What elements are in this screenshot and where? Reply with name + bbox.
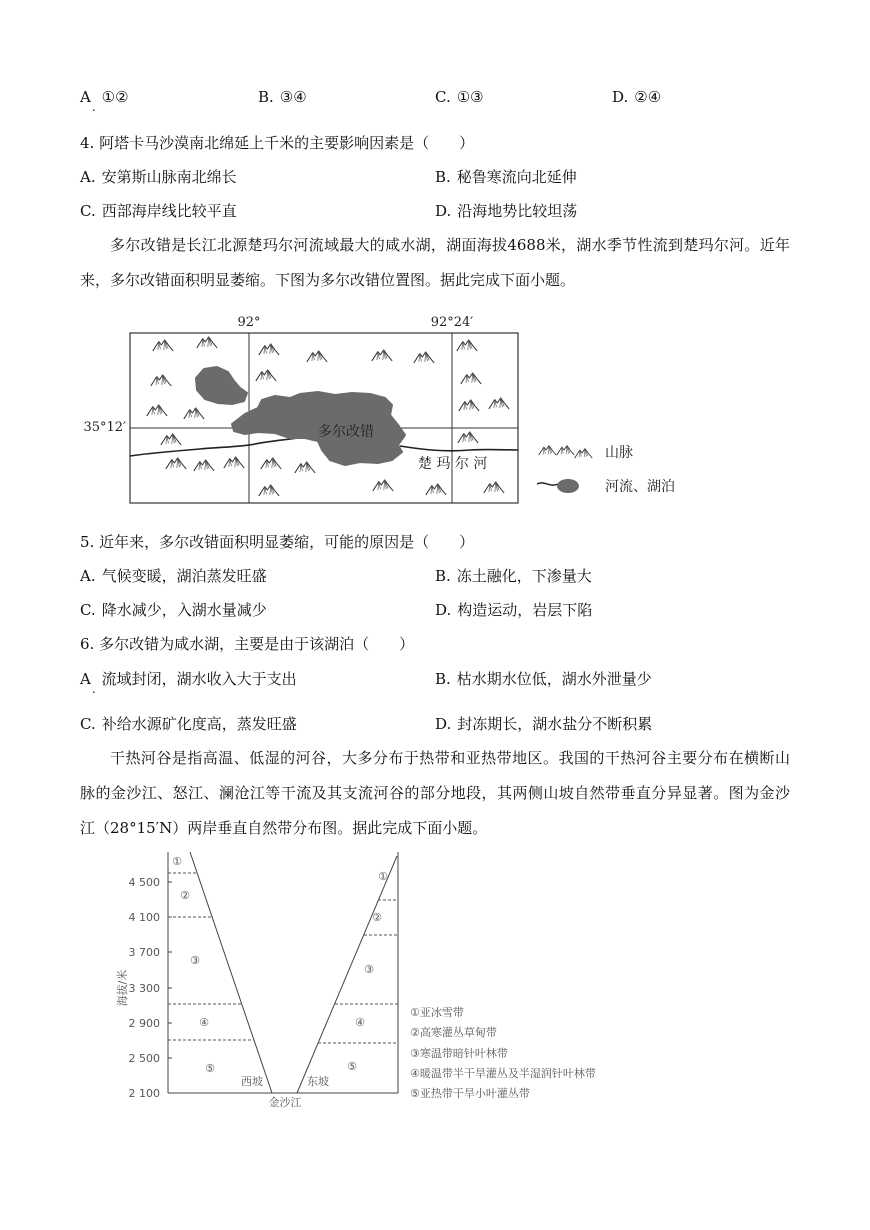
y-tick-label: 3 300 xyxy=(128,982,160,995)
legend-river-icon xyxy=(537,483,558,485)
mountain-icon xyxy=(575,449,593,459)
river-line xyxy=(130,437,305,456)
mountain-icon xyxy=(224,457,244,468)
lake-name-label: 多尔改错 xyxy=(318,424,374,440)
q3-option-d xyxy=(612,87,661,107)
legend-item: ①亚冰雪带 xyxy=(410,1006,464,1019)
passage2-line: 脉的金沙江、怒江、澜沧江等干流及其支流河谷的部分地段，其两侧山坡自然带垂直分异显著。图为金沙 xyxy=(80,784,790,802)
west-zone-label: ⑤ xyxy=(205,1062,215,1075)
mountain-icon xyxy=(259,344,279,355)
option-label: D. xyxy=(435,601,452,619)
mountain-icon xyxy=(307,351,327,362)
legend-item: ②高寒灌丛草甸带 xyxy=(410,1026,497,1039)
mountain-icon xyxy=(184,408,204,419)
q6-option-d xyxy=(435,714,652,734)
option-label: D. xyxy=(435,715,452,733)
option-text: ③④ xyxy=(279,88,307,106)
option-label: C. xyxy=(435,88,451,106)
q5-option-d xyxy=(435,600,592,620)
east-zone-label: ④ xyxy=(355,1016,365,1029)
option-label: C. xyxy=(80,715,96,733)
q3-option-c xyxy=(435,87,484,107)
option-label: B. xyxy=(435,168,451,186)
mountain-icon xyxy=(151,375,171,386)
option-label: B. xyxy=(435,670,451,688)
q3-option-a xyxy=(80,87,129,114)
mountain-icon xyxy=(194,460,214,471)
q6-stem: 6. 多尔改错为咸水湖，主要是由于该湖泊（ ） xyxy=(80,635,415,653)
q4-option-c xyxy=(80,201,237,221)
legend-lake-icon xyxy=(557,479,579,493)
longitude-label: 92°24′ xyxy=(430,315,474,330)
option-text: 冻土融化，下渗量大 xyxy=(456,567,592,585)
option-label: C. xyxy=(80,601,96,619)
east-zone-label: ③ xyxy=(364,963,374,976)
river-name-label: 楚 玛 尔 河 xyxy=(418,456,488,472)
y-tick-label: 2 100 xyxy=(128,1087,160,1100)
option-text: 补给水源矿化度高，蒸发旺盛 xyxy=(101,715,297,733)
option-text: 降水减少，入湖水量减少 xyxy=(101,601,267,619)
mountain-icon xyxy=(197,337,217,348)
legend-item: ④暖温带半干旱灌丛及半湿润针叶林带 xyxy=(410,1067,596,1080)
y-tick-label: 4 500 xyxy=(128,876,160,889)
mountain-icon xyxy=(414,352,434,363)
q4-option-a xyxy=(80,167,237,187)
mountain-icon xyxy=(458,432,478,443)
legend-mountain-label: 山脉 xyxy=(605,445,633,461)
y-tick-label: 3 700 xyxy=(128,946,160,959)
small-lake-shape xyxy=(196,367,247,404)
option-label: B. xyxy=(258,88,274,106)
mountain-icon xyxy=(557,446,575,456)
longitude-label: 92° xyxy=(237,315,261,330)
option-text: ②④ xyxy=(634,88,662,106)
west-zone-label: ② xyxy=(180,889,190,902)
option-text: 秘鲁寒流向北延伸 xyxy=(456,168,577,186)
q6-option-b xyxy=(435,669,652,689)
mountain-icon xyxy=(489,398,509,409)
option-text: 封冻期长，湖水盐分不断积累 xyxy=(457,715,653,733)
legend-item: ③寒温带暗针叶林带 xyxy=(410,1047,508,1060)
q5-option-c xyxy=(80,600,267,620)
y-axis-title: 海拔/米 xyxy=(116,969,129,1007)
passage1-line: 来，多尔改错面积明显萎缩。下图为多尔改错位置图。据此完成下面小题。 xyxy=(80,271,576,289)
east-zone-label: ① xyxy=(378,870,388,883)
option-text: 流域封闭，湖水收入大于支出 xyxy=(101,670,297,688)
west-zone-label: ④ xyxy=(199,1016,209,1029)
q6-option-a xyxy=(80,669,297,696)
east-slope-label: 东坡 xyxy=(307,1075,329,1088)
q4-stem: 4. 阿塔卡马沙漠南北绵延上千米的主要影响因素是（ ） xyxy=(80,134,475,152)
y-tick-label: 2 900 xyxy=(128,1017,160,1030)
river-line xyxy=(400,446,518,451)
y-tick-label: 2 500 xyxy=(128,1052,160,1065)
option-text: ①② xyxy=(101,88,129,106)
option-text: 安第斯山脉南北绵长 xyxy=(101,168,237,186)
q5-option-a xyxy=(80,566,267,586)
option-label: A. xyxy=(80,567,96,585)
passage2-line: 干热河谷是指高温、低湿的河谷，大多分布于热带和亚热带地区。我国的干热河谷主要分布在横断山 xyxy=(110,749,790,767)
y-tick-label: 4 100 xyxy=(128,911,160,924)
passage1-line: 多尔改错是长江北源楚玛尔河流域最大的咸水湖，湖面海拔4688米，湖水季节性流到楚玛尔河。近年 xyxy=(110,236,790,254)
option-text: 气候变暖，湖泊蒸发旺盛 xyxy=(101,567,267,585)
mountain-icon xyxy=(261,458,281,469)
q6-option-c xyxy=(80,714,297,734)
q4-option-b xyxy=(435,167,577,187)
mountain-icon xyxy=(373,480,393,491)
option-label: C. xyxy=(80,202,96,220)
passage2-line: 江（28°15′N）两岸垂直自然带分布图。据此完成下面小题。 xyxy=(80,819,488,837)
river-label: 金沙江 xyxy=(268,1096,302,1109)
mountain-icon xyxy=(259,485,279,496)
west-slope-line xyxy=(190,852,272,1093)
mountain-icon xyxy=(161,434,181,445)
option-text: 沿海地势比较坦荡 xyxy=(457,202,578,220)
q3-option-b xyxy=(258,87,307,107)
option-text: 枯水期水位低，湖水外泄量少 xyxy=(456,670,652,688)
mountain-icon xyxy=(153,340,173,351)
q5-stem: 5. 近年来，多尔改错面积明显萎缩，可能的原因是（ ） xyxy=(80,533,475,551)
mountain-icon xyxy=(461,373,481,384)
legend-item: ⑤亚热带干旱小叶灌丛带 xyxy=(410,1087,530,1100)
option-label: D. xyxy=(612,88,629,106)
west-slope-label: 西坡 xyxy=(241,1075,263,1088)
east-zone-label: ② xyxy=(372,911,382,924)
mountain-icon xyxy=(539,446,557,456)
option-text: 西部海岸线比较平直 xyxy=(101,202,237,220)
mountain-icon xyxy=(166,458,186,469)
mountain-icon xyxy=(372,350,392,361)
option-label: A xyxy=(80,88,91,106)
option-dot: . xyxy=(91,682,96,696)
option-dot: . xyxy=(91,100,96,114)
mountain-icon xyxy=(147,405,167,416)
option-text: 构造运动，岩层下陷 xyxy=(457,601,593,619)
option-label: A. xyxy=(80,168,96,186)
jinsha-profile-figure xyxy=(0,840,870,1115)
mountain-icon xyxy=(256,370,276,381)
mountain-icon xyxy=(484,482,504,493)
q5-option-b xyxy=(435,566,592,586)
latitude-label: 35°12′ xyxy=(83,420,126,435)
mountain-icon xyxy=(426,484,446,495)
east-slope-line xyxy=(297,856,397,1093)
option-text: ①③ xyxy=(456,88,484,106)
option-label: D. xyxy=(435,202,452,220)
mountain-icon xyxy=(459,400,479,411)
west-zone-label: ③ xyxy=(190,954,200,967)
q4-option-d xyxy=(435,201,577,221)
east-zone-label: ⑤ xyxy=(347,1060,357,1073)
option-label: A xyxy=(80,670,91,688)
dorgai-map xyxy=(0,310,870,510)
mountain-icon xyxy=(295,462,315,473)
west-zone-label: ① xyxy=(172,855,182,868)
mountain-icon xyxy=(457,340,477,351)
option-label: B. xyxy=(435,567,451,585)
legend-water-label: 河流、湖泊 xyxy=(605,479,675,495)
